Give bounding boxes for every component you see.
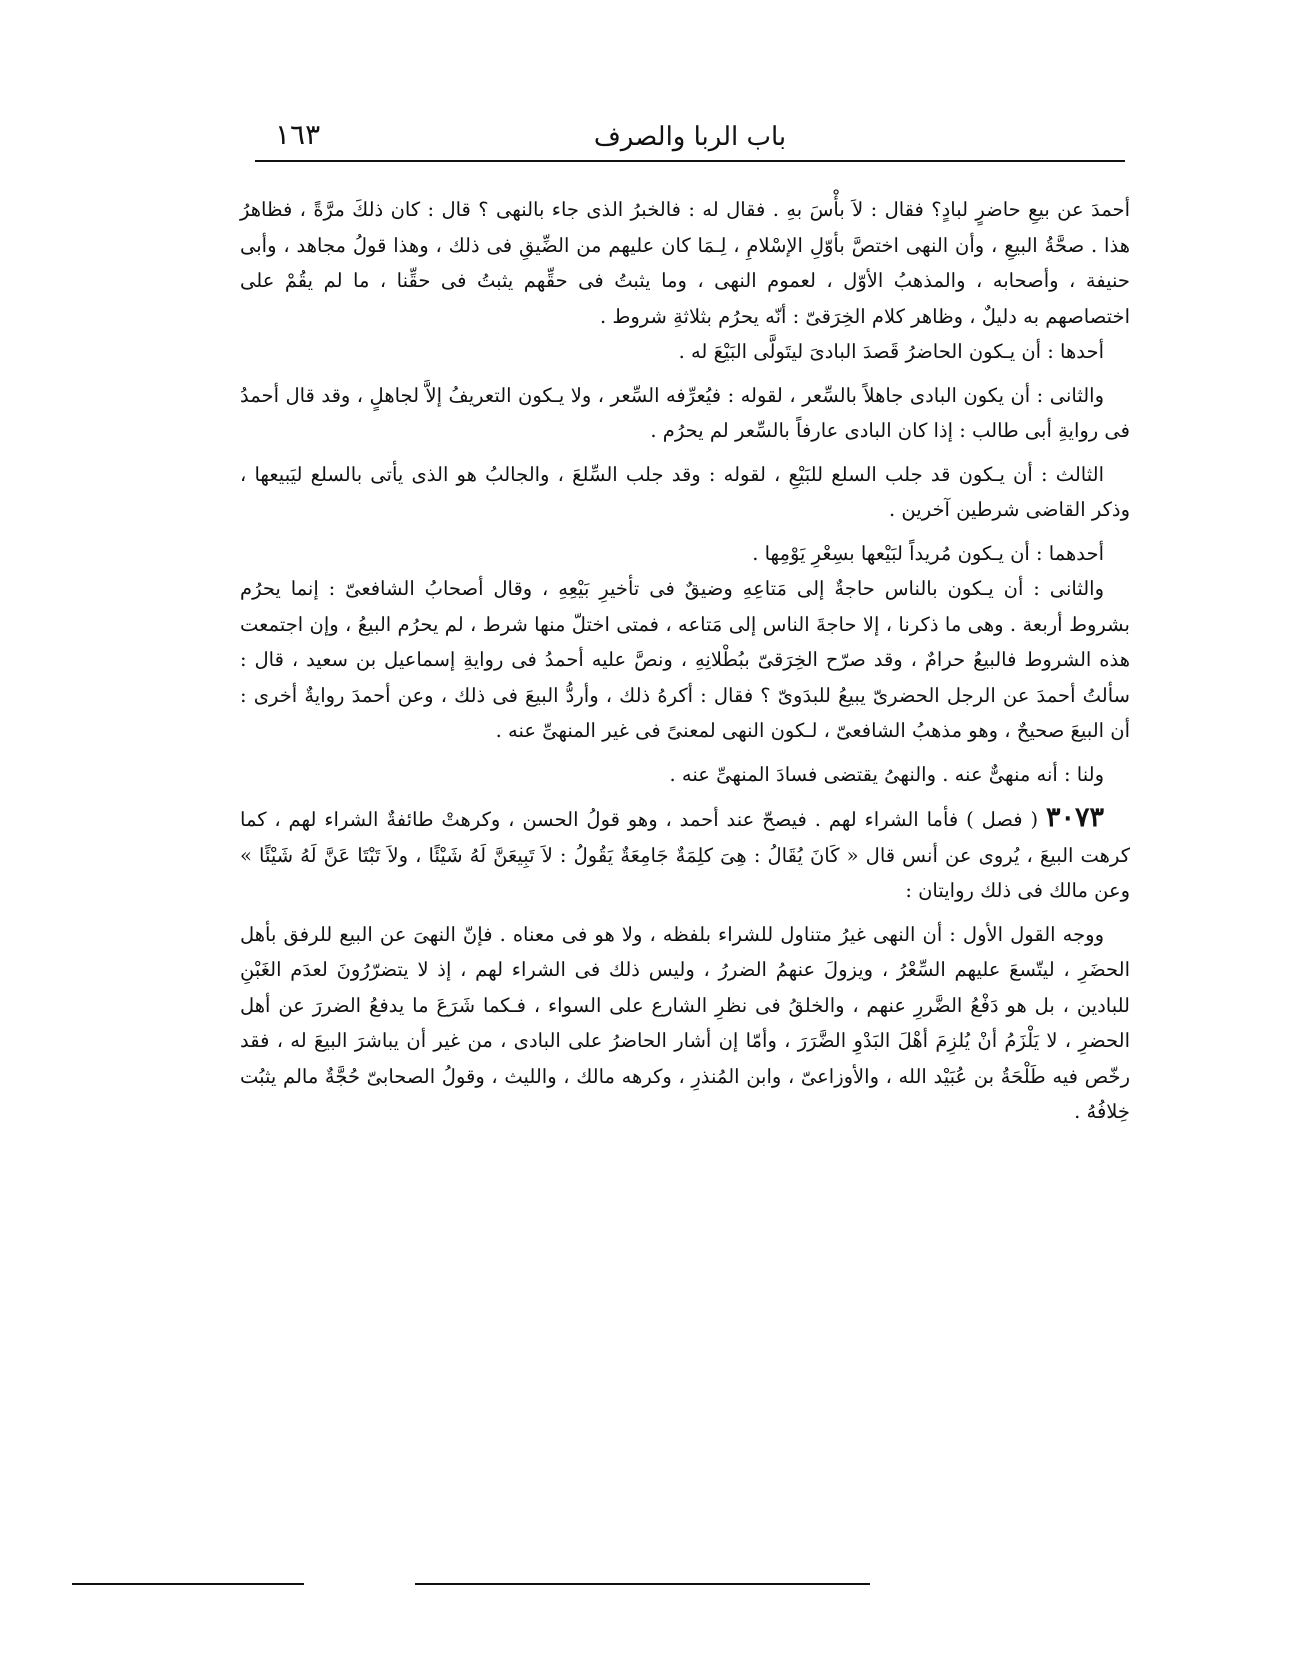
running-title: باب الربا والصرف <box>593 122 787 152</box>
page-number: ١٦٣ <box>275 118 321 151</box>
body-text <box>240 192 1130 1130</box>
section-number: ٣٠٧٣ <box>1045 802 1104 833</box>
footnote-rule-right <box>415 1583 870 1585</box>
section-text: ( فصل ) فأما الشراء لهم . فيصحّ عند أحمد ، وهو قولُ الحسن ، وكرهتْ طائفةٌ الشراء لهم ، كما كرهت البيعَ ، يُروى عن أنس قال « كَانَ يُقَالُ : هِىَ كلِمَةٌ جَامِعَةٌ يَقُولُ : لاَ تَبِيعَنَّ لَهُ شَيْئًا ، ولاَ تَبْتَا عَنَّ لَهُ شَيْئًا » وعن مالك فى ذلك روايتان : <box>240 808 1130 902</box>
paragraph: أحمدَ عن بيعِ حاضرٍ لبادٍ؟ فقال : لاَ بأْسَ بهِ . فقال له : فالخبرُ الذى جاء بالنهى ؟ قال : كان ذلكَ مرَّةً ، فظاهرُ هذا . صحَّةُ البيعِ ، وأن النهى اختصَّ بأوّلِ الإسْلامِ ، لِـمَا كان عليهم من الضِّيقِ فى ذلك ، وهذا قولُ مجاهد ، وأبى حنيفة ، وأصحابه ، والمذهبُ الأوّل ، لعموم النهى ، وما يثبتُ فى حقِّهم يثبتُ فى حقِّنا ، ما لم يقُمْ على اختصاصهم به دليلٌ ، وظاهر كلام الخِرَقىّ : أنّه يحرُم بثلاثةِ شروط . <box>240 198 1130 328</box>
paragraph: والثانى : أن يكون البادى جاهلاً بالسِّعر ، لقوله : فيُعرِّفه السِّعر ، ولا يـكون التعريفُ إلاَّ لجاهلٍ ، وقد قال أحمدُ فى روايةِ أبى طالب : إذا كان البادى عارفاً بالسِّعر لم يحرُم . <box>240 383 1130 442</box>
section-paragraph <box>240 800 1130 909</box>
header-rule <box>255 160 1125 162</box>
page-header <box>255 112 1125 162</box>
paragraph: الثالث : أن يـكون قد جلب السلع للبَيْعِ ، لقوله : وقد جلب السِّلعَ ، والجالبُ هو الذى يأتى بالسلع ليَبيعها ، وذكر القاضى شرطين آخرين . <box>240 462 1130 521</box>
paragraph: ولنا : أنه منهىٌّ عنه . والنهىُ يقتضى فسادَ المنهىِّ عنه . <box>669 762 1104 786</box>
paragraph: ووجه القول الأول : أن النهى غيرُ متناول للشراء بلفظه ، ولا هو فى معناه . فإنّ النهىَ عن البيع للرفق بأهل الحضَرِ ، ليتّسعَ عليهم السِّعْرُ ، ويزولَ عنهمُ الضررُ ، وليس ذلك فى الشراء لهم ، إذ لا يتضرّرُونَ لعدَم الغَبْنِ للبادين ، بل هو دَفْعُ الضَّررِ عنهم ، والخلقُ فى نظرِ الشارع على السواء ، فـكما شَرَعَ ما يدفعُ الضررَ عن أهل الحضرِ ، لا يَلْزَمُ أنْ يُلزِمَ أهْلَ البَدْوِ الضَّرَرَ ، وأمّا إن أشار الحاضرُ على البادى ، من غير أن يباشرَ البيعَ له ، فقد رخّص فيه طَلْحَةُ بن عُبَيْد الله ، والأوزاعىّ ، وابن المُنذرِ ، وكرهه مالك ، والليث ، وقولُ الصحابىّ حُجَّةٌ مالم يثبُت خِلافُهُ . <box>240 922 1130 1123</box>
paragraph: والثانى : أن يـكون بالناس حاجةٌ إلى مَتاعِهِ وضيقٌ فى تأخيرِ بَيْعِهِ ، وقال أصحابُ الشافعىّ : إنما يحرُم بشروط أربعة . وهى ما ذكرنا ، إلا حاجةَ الناس إلى مَتاعه ، فمتى اختلّ منها شرط ، لم يحرُم البيعُ ، وإن اجتمعت هذه الشروط فالبيعُ حرامٌ ، وقد صرّح الخِرَقىّ ببُطْلانِهِ ، ونصَّ عليه أحمدُ فى روايةِ إسماعيل بن سعيد ، قال : سألتُ أحمدَ عن الرجل الحضرىّ يبيعُ للبدَوىّ ؟ فقال : أكرهُ ذلك ، وأردُّ البيعَ فى ذلك ، وعن أحمدَ روايةٌ أخرى : أن البيعَ صحيحٌ ، وهو مذهبُ الشافعىّ ، لـكون النهى لمعنىً فى غير المنهىِّ عنه . <box>240 577 1130 742</box>
paragraph: أحدهما : أن يـكون مُريداً لبَيْعها بسِعْرِ يَوْمِها . <box>752 541 1104 565</box>
footnote-rule-left <box>72 1583 304 1585</box>
paragraph: أحدها : أن يـكون الحاضرُ قَصدَ البادىَ ليتَولَّى البَيْعَ له . <box>678 340 1104 363</box>
